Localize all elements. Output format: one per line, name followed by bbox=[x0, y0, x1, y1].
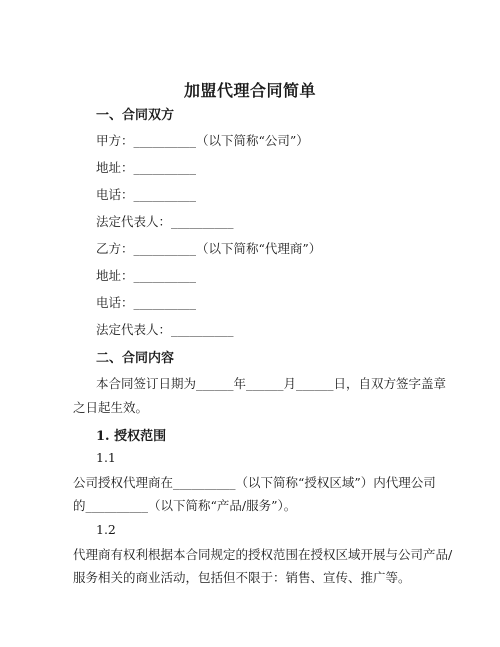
effective-date-line-2: 之日起生效。 bbox=[73, 400, 149, 415]
party-b-address: 地址：__________ bbox=[96, 268, 197, 283]
party-a-representative: 法定代表人：__________ bbox=[96, 214, 234, 229]
subsection-heading-authorization: 1. 授权范围 bbox=[96, 429, 167, 444]
clause-1-1-line-2: 的__________（以下简称“产品/服务”）。 bbox=[73, 498, 297, 513]
section-heading-parties: 一、合同双方 bbox=[96, 108, 175, 123]
section-heading-content: 二、合同内容 bbox=[96, 351, 175, 366]
clause-1-1-line-1: 公司授权代理商在__________（以下简称“授权区域”）内代理公司 bbox=[73, 475, 436, 490]
party-b-phone: 电话：__________ bbox=[96, 295, 197, 310]
effective-date-line-1: 本合同签订日期为______年______月______日，自双方签字盖章 bbox=[96, 376, 447, 391]
clause-1-2-line-1: 代理商有权利根据本合同规定的授权范围在授权区域开展与公司产品/ bbox=[73, 547, 453, 562]
clause-number-1-1: 1.1 bbox=[96, 450, 116, 465]
party-a-line: 甲方：__________（以下简称“公司”） bbox=[96, 133, 309, 148]
party-a-phone: 电话：__________ bbox=[96, 187, 197, 202]
party-b-representative: 法定代表人：__________ bbox=[96, 322, 234, 337]
party-b-line: 乙方：__________（以下简称“代理商”） bbox=[96, 241, 322, 256]
clause-number-1-2: 1.2 bbox=[96, 522, 116, 537]
document-title: 加盟代理合同简单 bbox=[183, 81, 316, 100]
clause-1-2-line-2: 服务相关的商业活动，包括但不限于：销售、宣传、推广等。 bbox=[73, 570, 411, 585]
party-a-address: 地址：__________ bbox=[96, 160, 197, 175]
